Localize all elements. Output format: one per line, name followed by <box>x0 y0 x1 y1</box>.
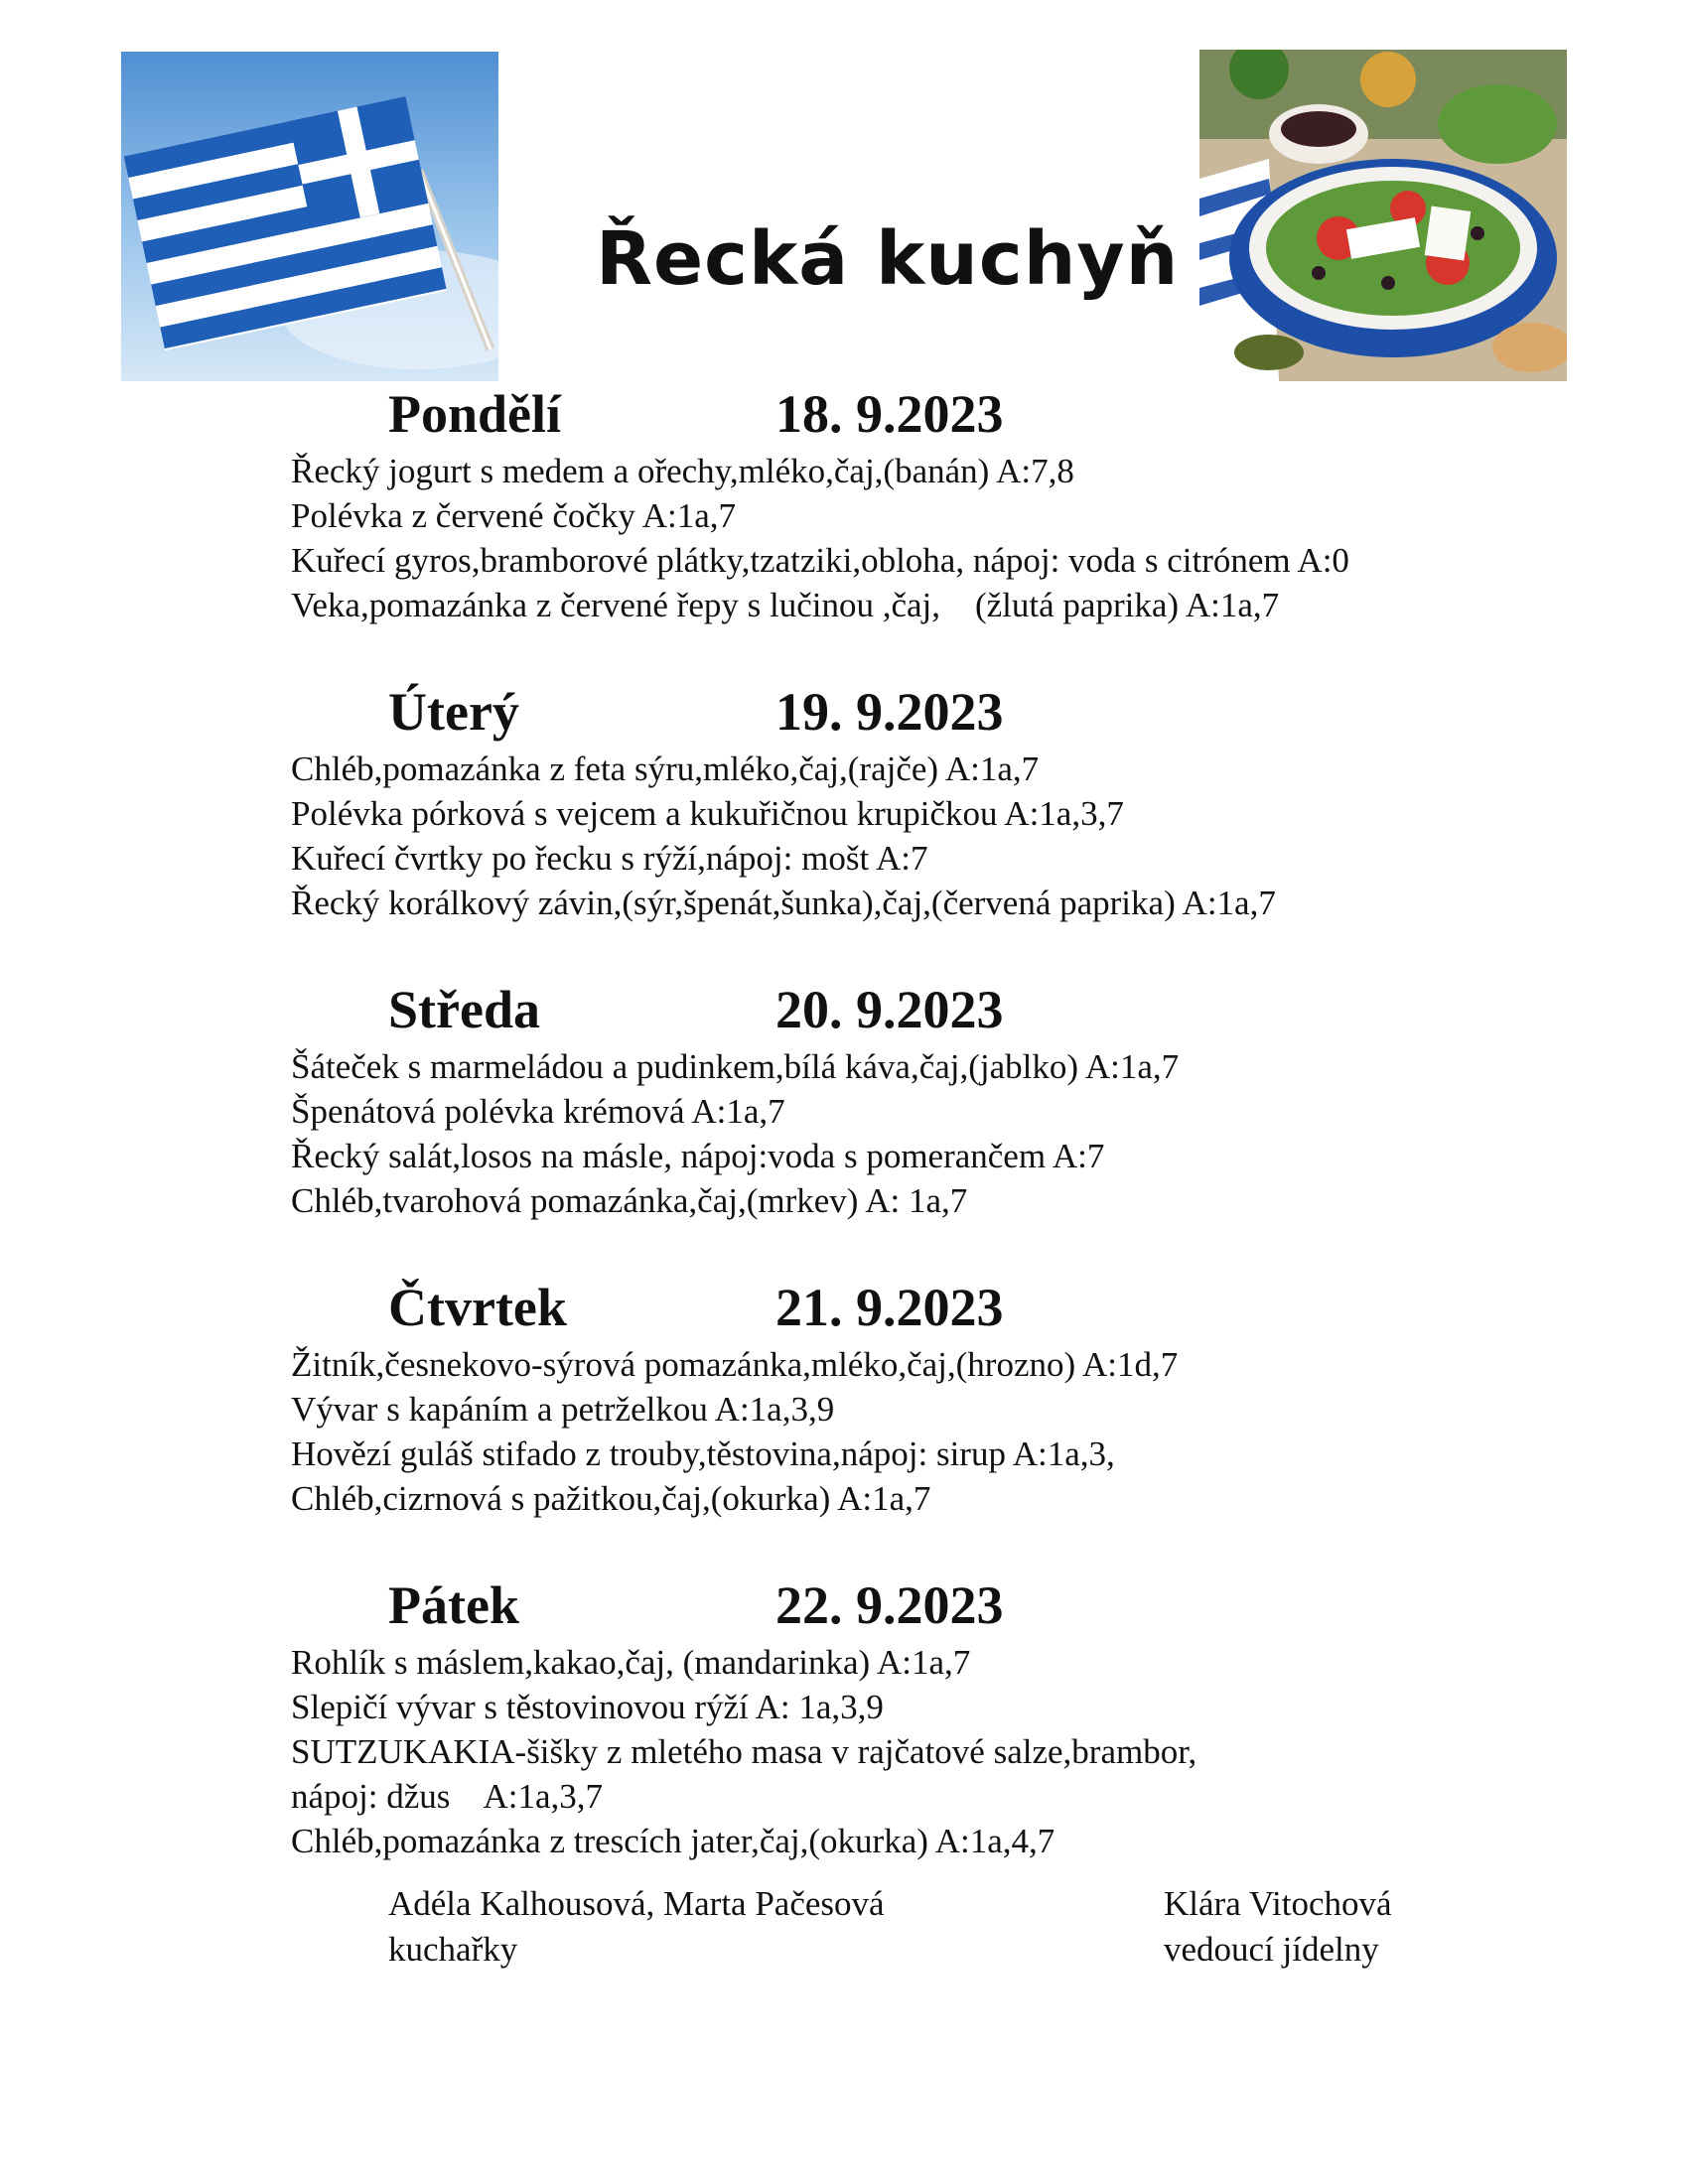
cooks-signature <box>388 1881 885 1973</box>
cooks-role: kuchařky <box>388 1930 518 1969</box>
meal-item: Šáteček s marmeládou a pudinkem,bílá káva,čaj,(jablko) A:1a,7 <box>291 1047 1180 1086</box>
meal-item: Veka,pomazánka z červené řepy s lučinou ,čaj, (žlutá paprika) A:1a,7 <box>291 586 1280 624</box>
day-date: 19. 9.2023 <box>775 682 1004 742</box>
meal-item: Řecký korálkový závin,(sýr,špenát,šunka),čaj,(červená paprika) A:1a,7 <box>291 884 1276 922</box>
manager-role: vedoucí jídelny <box>1164 1930 1379 1969</box>
meal-item: Vývar s kapáním a petrželkou A:1a,3,9 <box>291 1390 835 1429</box>
meal-item: Řecký jogurt s medem a ořechy,mléko,čaj,(banán) A:7,8 <box>291 452 1074 490</box>
day-name: Středa <box>388 980 540 1039</box>
day-name: Pondělí <box>388 384 562 444</box>
day-date: 20. 9.2023 <box>775 980 1004 1039</box>
meal-item: Slepičí vývar s těstovinovou rýží A: 1a,3,9 <box>291 1688 884 1726</box>
meal-item: Chléb,tvarohová pomazánka,čaj,(mrkev) A: 1a,7 <box>291 1181 968 1220</box>
day-header <box>291 1570 1522 1640</box>
meal-item: Žitník,česnekovo-sýrová pomazánka,mléko,čaj,(hrozno) A:1d,7 <box>291 1345 1179 1384</box>
day-name: Pátek <box>388 1575 519 1635</box>
meal-item: Chléb,pomazánka z trescích jater,čaj,(okurka) A:1a,4,7 <box>291 1822 1055 1860</box>
day-thursday <box>291 1273 1522 1521</box>
meal-item: Chléb,pomazánka z feta sýru,mléko,čaj,(rajče) A:1a,7 <box>291 750 1040 788</box>
day-name: Úterý <box>388 682 519 742</box>
meal-item: Hovězí guláš stifado z trouby,těstovina,nápoj: sirup A:1a,3, <box>291 1434 1115 1473</box>
day-name: Čtvrtek <box>388 1278 567 1337</box>
day-monday <box>291 379 1522 627</box>
day-header <box>291 975 1522 1044</box>
day-date: 18. 9.2023 <box>775 384 1004 444</box>
day-tuesday <box>291 677 1522 925</box>
meal-item: Kuřecí gyros,bramborové plátky,tzatziki,obloha, nápoj: voda s citrónem A:0 <box>291 541 1349 580</box>
greek-flag-icon <box>121 52 498 381</box>
manager-signature <box>1164 1881 1392 1973</box>
salad-bowl-icon <box>1199 50 1567 381</box>
meal-item: Polévka z červené čočky A:1a,7 <box>291 496 737 535</box>
greek-flag-image <box>121 52 498 381</box>
meal-item: Řecký salát,losos na másle, nápoj:voda s pomerančem A:7 <box>291 1137 1105 1175</box>
page-title: Řecká kuchyň <box>596 216 1180 302</box>
meal-item: SUTZUKAKIA-šišky z mletého masa v rajčatové salze,brambor, <box>291 1732 1197 1771</box>
cooks-names: Adéla Kalhousová, Marta Pačesová <box>388 1884 885 1923</box>
day-header <box>291 677 1522 747</box>
meal-item: nápoj: džus A:1a,3,7 <box>291 1777 603 1816</box>
greek-salad-image <box>1199 50 1567 381</box>
meal-item: Kuřecí čvrtky po řecku s rýží,nápoj: mošt A:7 <box>291 839 928 878</box>
meal-item: Chléb,cizrnová s pažitkou,čaj,(okurka) A:1a,7 <box>291 1479 931 1518</box>
meal-item: Špenátová polévka krémová A:1a,7 <box>291 1092 785 1131</box>
day-date: 21. 9.2023 <box>775 1278 1004 1337</box>
manager-name: Klára Vitochová <box>1164 1884 1392 1923</box>
meal-item: Polévka pórková s vejcem a kukuřičnou krupičkou A:1a,3,7 <box>291 794 1124 833</box>
day-friday <box>291 1570 1522 1863</box>
meal-item: Rohlík s máslem,kakao,čaj, (mandarinka) A:1a,7 <box>291 1643 971 1682</box>
day-wednesday <box>291 975 1522 1223</box>
day-header <box>291 379 1522 449</box>
weekly-menu <box>291 379 1522 1913</box>
day-date: 22. 9.2023 <box>775 1575 1004 1635</box>
day-header <box>291 1273 1522 1342</box>
